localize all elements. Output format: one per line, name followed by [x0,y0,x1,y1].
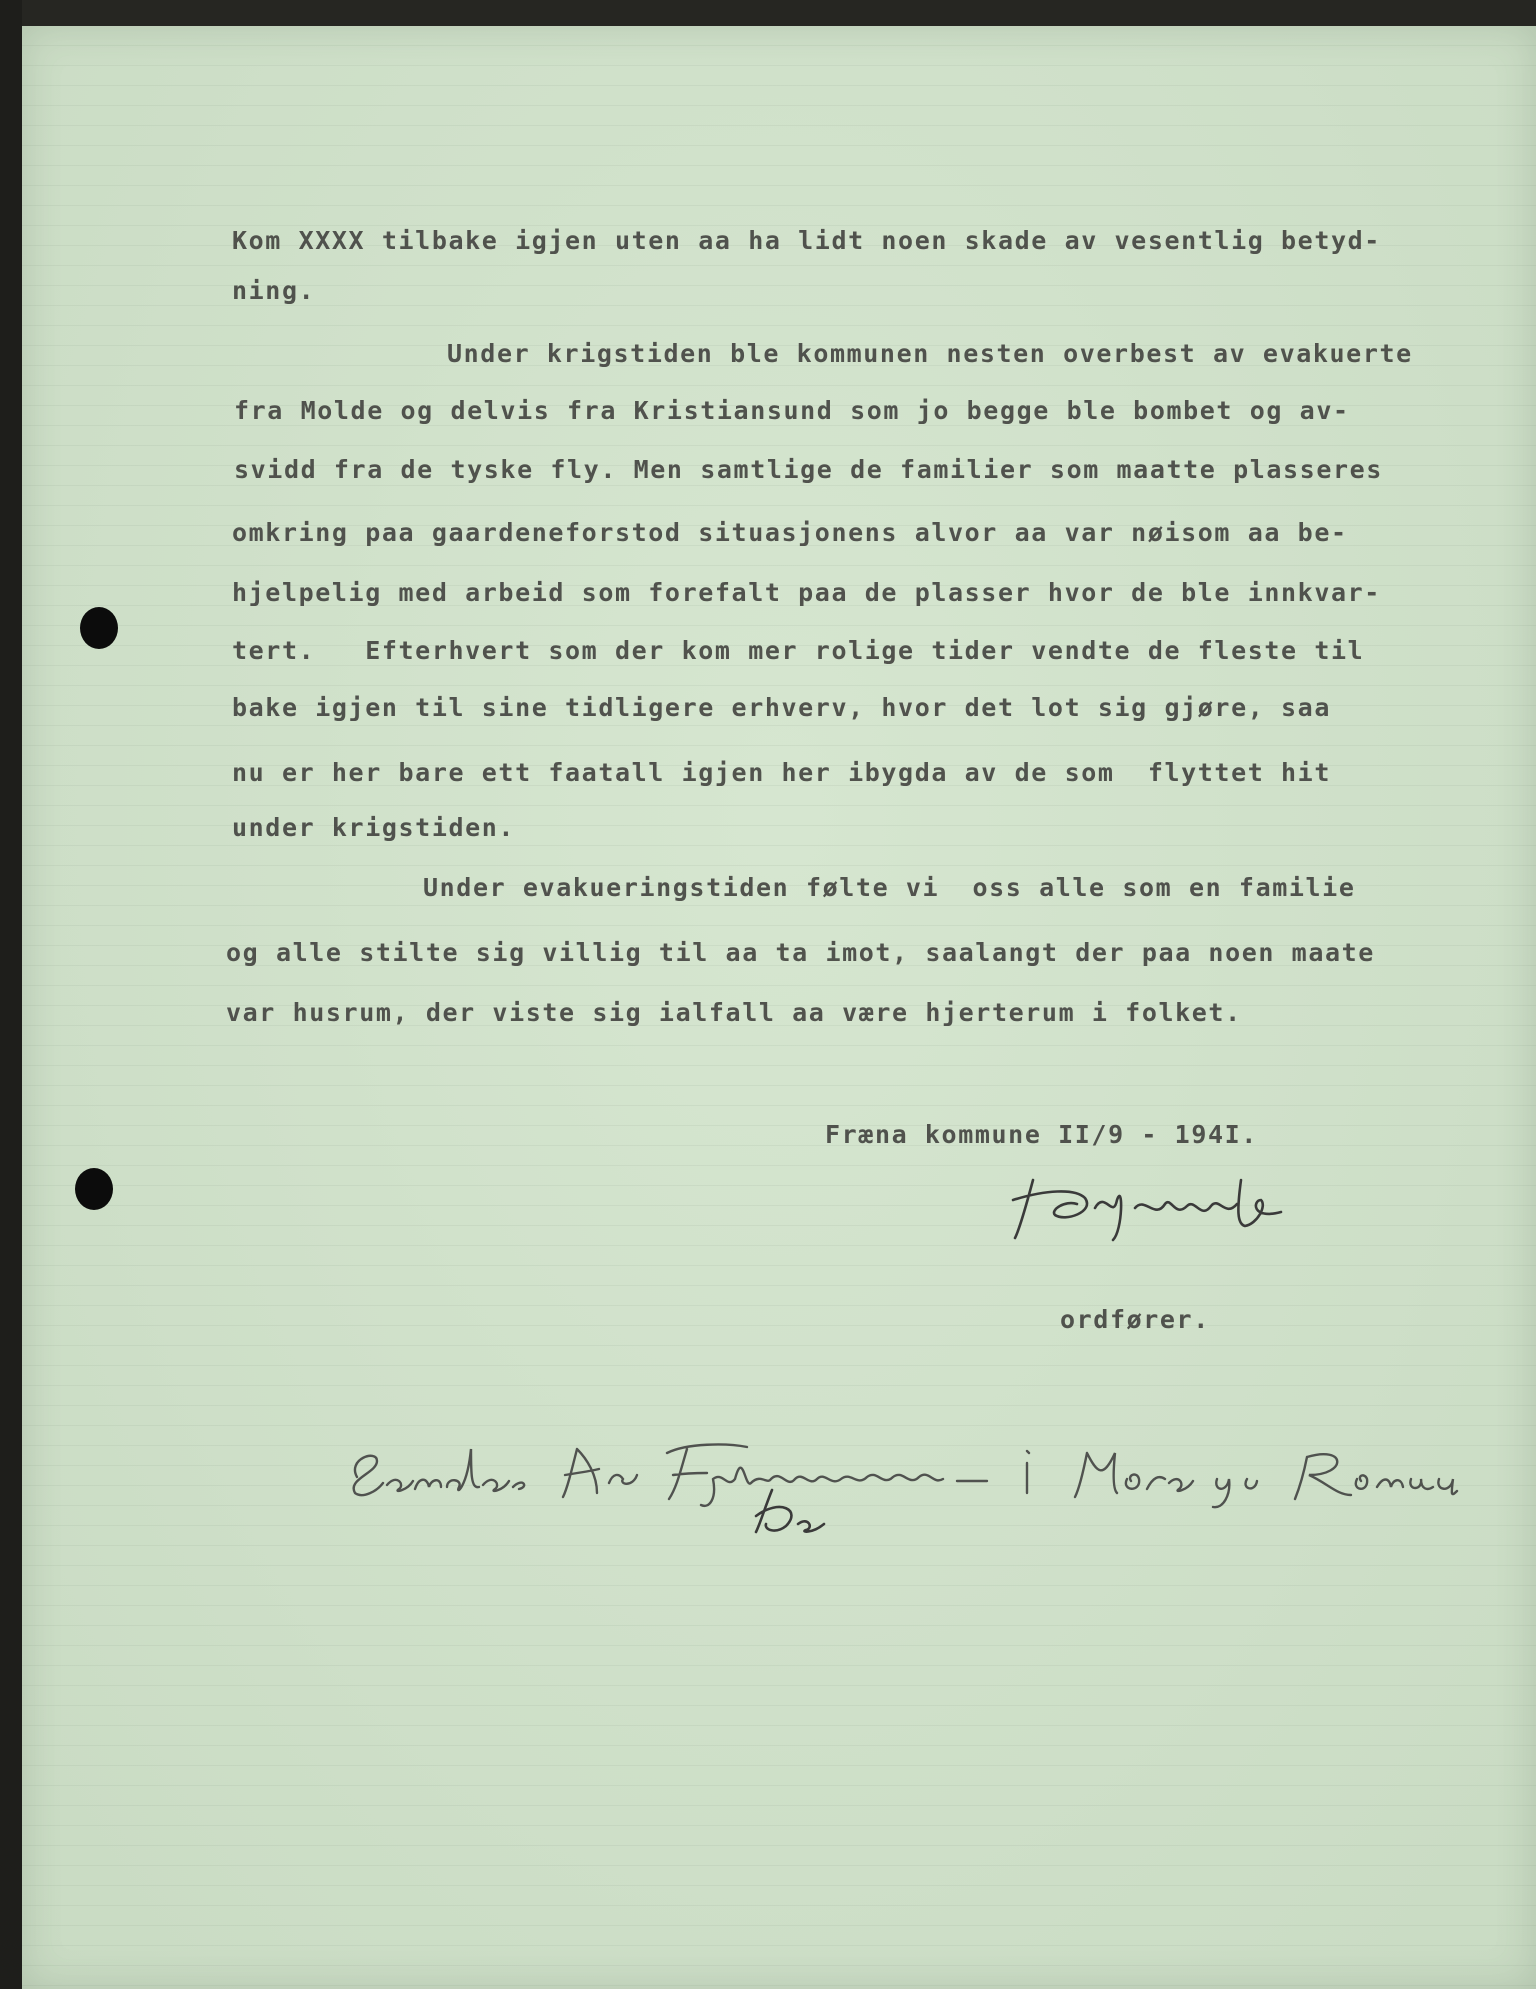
scan-border-top [0,0,1536,26]
text-line: hjelpelig med arbeid som forefalt paa de plasser hvor de ble innkvar- [232,578,1381,607]
handwritten-note [320,1380,1520,1460]
text-line: omkring paa gaardeneforstod situasjonens alvor aa var nøisom aa be- [232,518,1348,547]
text-line: Under krigstiden ble kommunen nesten overbest av evakuerte [447,339,1413,368]
text-line: bake igjen til sine tidligere erhverv, hvor det lot sig gjøre, saa [232,693,1331,722]
text-line: Under evakueringstiden følte vi oss alle som en familie [423,873,1356,902]
handwritten-initial [752,1480,842,1540]
text-line: ning. [232,276,316,305]
text-line: var husrum, der viste sig ialfall aa være hjerterum i folket. [226,998,1242,1027]
signatory-title: ordfører. [1060,1305,1210,1334]
scan-border-left [0,0,22,1989]
text-line: og alle stilte sig villig til aa ta imot, saalangt der paa noen maate [226,938,1375,967]
place-date: Fræna kommune II/9 - 194I. [825,1120,1258,1149]
text-line: under krigstiden. [232,813,516,842]
text-line: tert. Efterhvert som der kom mer rolige tider vendte de fleste til [232,636,1365,665]
text-line: nu er her bare ett faatall igjen her ibygda av de som flyttet hit [232,758,1331,787]
text-line: Kom XXXX tilbake igjen uten aa ha lidt noen skade av vesentlig betyd- [232,226,1381,255]
punch-hole [80,607,118,649]
signature [1005,1160,1295,1250]
text-line: svidd fra de tyske fly. Men samtlige de familier som maatte plasseres [234,455,1383,484]
text-line: fra Molde og delvis fra Kristiansund som jo begge ble bombet og av- [234,396,1350,425]
punch-hole [75,1168,113,1210]
